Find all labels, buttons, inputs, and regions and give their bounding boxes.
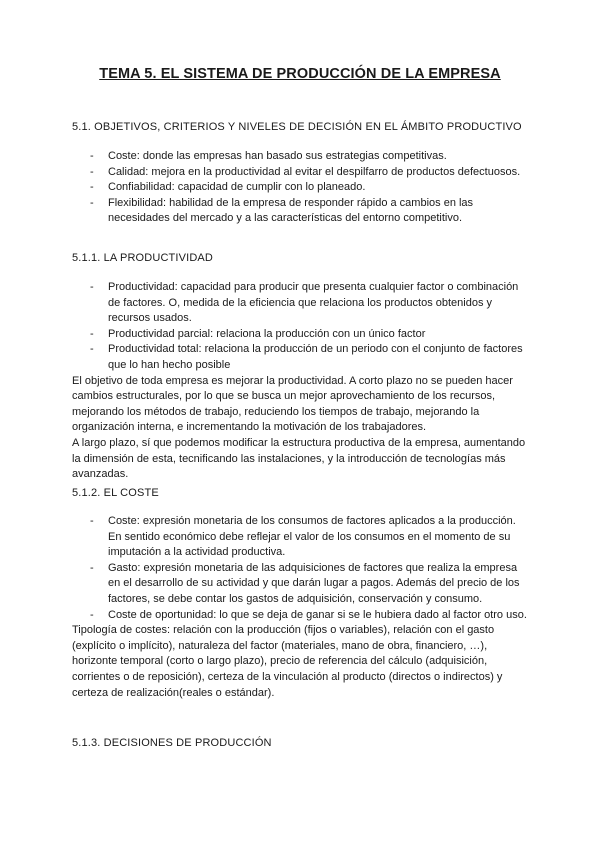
section-5-1-list [72,149,532,227]
list-item: - Confiabilidad: capacidad de cumplir con lo planeado. [72,180,532,196]
section-heading-5-1-3: 5.1.3. DECISIONES DE PRODUCCIÓN [72,737,272,749]
section-heading-5-1-1: 5.1.1. LA PRODUCTIVIDAD [72,252,213,264]
list-item: - Coste: donde las empresas han basado sus estrategias competitivas. [72,149,532,165]
section-5-1-2-list [72,514,532,623]
list-item: - Coste: expresión monetaria de los consumos de factores aplicados a la producción. En sentido económico debe reflejar el valor de los consumos en el momento de su imputación a la actividad productiva. [72,514,532,561]
list-item: - Gasto: expresión monetaria de las adquisiciones de factores que realiza la empresa en el desarrollo de su actividad y que darán lugar a pagos. Además del precio de los factores, se debe contar los gastos de adquisición, conservación y consumo. [72,561,532,608]
list-item: - Productividad: capacidad para producir que presenta cualquier factor o combinación de factores. O, medida de la eficiencia que relaciona los productos obtenidos y recursos usados. [72,280,532,327]
section-5-1-1-block [72,280,532,483]
section-5-1-1-list [72,280,532,374]
list-item: - Productividad total: relaciona la producción de un periodo con el conjunto de factores que lo han hecho posible [72,342,532,373]
paragraph: El objetivo de toda empresa es mejorar la productividad. A corto plazo no se pueden hacer cambios estructurales, por lo que se busca un mejor aprovechamiento de los recursos, mejorando los métodos de trabajo, reduciendo los tiempos de trabajo, mejorando la organización interna, e incrementando la motivación de los trabajadores. [72,374,513,434]
list-item: - Coste de oportunidad: lo que se deja de ganar si se le hubiera dado al factor otro uso. [72,608,532,624]
section-5-1-list-block [72,149,532,227]
list-item: - Calidad: mejora en la productividad al evitar el despilfarro de productos defectuosos. [72,165,532,181]
page-title: TEMA 5. EL SISTEMA DE PRODUCCIÓN DE LA EMPRESA [99,66,501,82]
section-5-1-2-block [72,514,532,701]
paragraph: Tipología de costes: relación con la producción (fijos o variables), relación con el gasto (explícito o implícito), naturaleza del factor (materiales, mano de obra, financiero, …), horizonte temporal (corto o largo plazo), precio de referencia del cálculo (adquisición, corrientes o de reposición), certeza de la vinculación al producto (directos o indirectos) y certeza de realización(reales o estándar). [72,624,503,699]
list-item: - Productividad parcial: relaciona la producción con un único factor [72,327,532,343]
list-item: - Flexibilidad: habilidad de la empresa de responder rápido a cambios en las necesidades del mercado y a las características del entorno competitivo. [72,196,532,227]
section-heading-5-1-2: 5.1.2. EL COSTE [72,487,159,499]
section-heading-5-1: 5.1. OBJETIVOS, CRITERIOS Y NIVELES DE DECISIÓN EN EL ÁMBITO PRODUCTIVO [72,121,522,133]
paragraph: A largo plazo, sí que podemos modificar la estructura productiva de la empresa, aumentando la dimensión de esta, tecnificando las instalaciones, y la introducción de tecnologías más avanzadas. [72,436,526,481]
